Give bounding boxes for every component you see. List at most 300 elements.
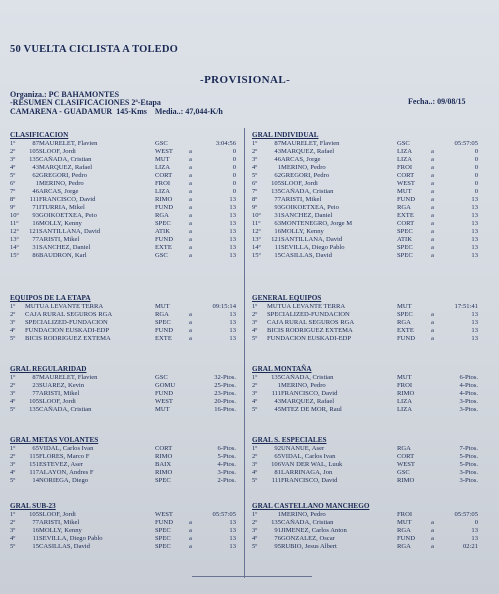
time-gap: 13 [229,204,236,211]
rider-name: MARQUEZ, Rafael [39,164,93,171]
table-row [10,335,236,343]
time-gap: 13 [471,228,478,235]
time-gap: 0 [474,188,478,195]
time-gap: 13 [229,196,236,203]
a-marker [189,511,199,519]
bib-number: 45 [274,406,281,413]
rider-name: MAURELET, Flavien [281,140,340,147]
time-gap: 02:21 [462,543,478,550]
organizer: Organiza.: PC BAHAMONTES [10,90,120,99]
time-gap: 13 [229,319,236,326]
bib-number: 135 [271,519,281,526]
bib-number: 115 [29,453,39,460]
points: 6-Ptos. [217,445,236,452]
bib-number: 1 [277,382,281,389]
a-marker: a [189,172,192,179]
a-marker: a [431,236,434,243]
table-row [252,212,478,220]
team-code: GSC [397,140,410,147]
table-row [252,461,478,469]
table-row [10,252,236,260]
position: 3º [252,156,258,163]
section-title: GRAL CASTELLANO MANCHEGO [252,502,370,510]
bib-number: 87 [32,140,39,147]
a-marker: a [189,180,192,187]
rider-name: GOIKOETXEA, Peio [281,204,339,211]
table-row [10,374,236,382]
table-row [252,311,478,319]
points: 4-Ptos. [217,461,236,468]
position: 2º [10,453,16,460]
rider-name: ESTEVEZ, Aser [39,461,83,468]
time-gap: 13 [471,527,478,534]
rider-name: RUBIO, Jesus Albert [281,543,337,550]
team-name: BICIS RODRIGUEZ EXTEMA [267,327,353,334]
table-row [10,519,236,527]
bib-number: 77 [274,196,281,203]
bib-number: 95 [274,543,281,550]
bib-number: 111 [29,196,39,203]
team-code: FUND [155,327,173,334]
position: 4º [10,327,16,334]
section-sub23 [10,502,236,551]
table-row [10,196,236,204]
a-marker: a [431,156,434,163]
position: 1º [10,140,16,147]
table-row [10,461,236,469]
bib-number: 105 [29,398,39,405]
a-marker: a [189,335,192,342]
table-row [252,228,478,236]
section-castellano-manchego [252,502,478,551]
points: 6-Ptos. [459,374,478,381]
team-code: FUND [155,519,173,526]
table-row [10,445,236,453]
position: 2º [252,148,258,155]
results-table [10,511,236,551]
table-row [10,236,236,244]
position: 8º [252,196,258,203]
time-gap: 05:57:05 [454,511,478,518]
table-row [252,382,478,390]
rider-name: MAURELET, Flavien [39,140,98,147]
time-gap: 13 [229,311,236,318]
a-marker: a [431,212,434,219]
rider-name: MOLLY, Kenny [281,228,324,235]
section-montana [252,365,478,414]
time-gap: 09:15:14 [212,303,236,310]
table-row [10,180,236,188]
position: 2º [10,382,16,389]
points: 3-Ptos. [217,469,236,476]
team-code: RGA [155,212,169,219]
position: 4º [10,469,16,476]
provisional-label: -PROVISIONAL- [200,74,291,86]
team-code: RIMO [397,477,415,484]
bib-number: 106 [271,461,281,468]
position: 12º [10,228,19,235]
position: 3º [10,390,16,397]
a-marker [189,303,199,311]
a-marker: a [189,164,192,171]
table-row [10,172,236,180]
section-title: CLASIFICACION [10,131,69,139]
time-gap: 13 [471,244,478,251]
team-code: SPEC [155,527,171,534]
table-row [252,453,478,461]
time-gap: 13 [229,252,236,259]
table-row [10,244,236,252]
position: 9º [252,204,258,211]
a-marker: a [431,148,434,155]
rider-name: LARRINAGA, Jon [281,469,333,476]
bib-number: 111 [271,390,281,397]
team-code: FUND [397,335,415,342]
team-name: BICIS RODRIGUEZ EXTEMA [25,335,111,342]
rider-name: SLOOF, Jordi [281,180,318,187]
table-row [10,469,236,477]
a-marker: a [189,543,192,550]
bib-number: 62 [274,172,281,179]
team-code: ATIK [397,236,413,243]
rider-name: ALAYON, Andres F [39,469,94,476]
time-gap: 13 [229,220,236,227]
position: 4º [10,535,16,542]
table-row [252,188,478,196]
position: 1º [252,374,258,381]
team-code: MUT [397,188,412,195]
rider-name: CASILLAS, David [39,543,90,550]
table-row [252,164,478,172]
team-code: CORT [397,220,415,227]
table-row [252,374,478,382]
table-row [252,148,478,156]
position: 10º [252,212,261,219]
time-gap: 13 [229,527,236,534]
position: 2º [252,519,258,526]
team-code: CORT [397,453,415,460]
points: 3-Ptos. [459,406,478,413]
bib-number: 65 [32,445,39,452]
rider-name: CAÑADA, Cristian [39,406,92,413]
position: 2º [10,311,16,318]
team-code: RGA [155,311,169,318]
rider-name: SANCHEZ, Daniel [281,212,333,219]
time-gap: 13 [471,327,478,334]
table-row [252,390,478,398]
time-gap: 0 [232,156,236,163]
a-marker: a [189,212,192,219]
table-row [252,319,478,327]
rider-name: ARISTI, Mikel [39,519,80,526]
position: 1º [10,511,16,518]
table-row [10,398,236,406]
bib-number: 31 [274,212,281,219]
position: 2º [252,382,258,389]
position: 9º [10,204,16,211]
table-row [252,335,478,343]
rider-name: MONTENEGRO, Jorge M [281,220,353,227]
table-row [10,156,236,164]
table-row [10,319,236,327]
table-row [252,511,478,519]
rider-name: SLOOF, Jordi [39,511,76,518]
date: Fecha..: 09/08/15 [408,97,466,106]
points: 32-Ptos. [214,374,236,381]
team-code: MUT [155,303,170,310]
bib-number: 43 [274,148,281,155]
position: 7º [10,188,16,195]
table-row [252,543,478,551]
position: 6º [252,180,258,187]
time-gap: 13 [471,236,478,243]
race-title: 50 VUELTA CICLISTA A TOLEDO [10,44,179,55]
rider-name: NORIEGA, Diego [39,477,89,484]
team-code: SPEC [155,319,171,326]
position: 4º [252,535,258,542]
table-row [252,406,478,414]
a-marker: a [189,244,192,251]
position: 4º [252,398,258,405]
points: 5-Ptos. [459,461,478,468]
time-gap: 13 [229,244,236,251]
time-gap: 3:04:56 [215,140,236,147]
position: 3º [10,156,16,163]
time-gap: 13 [471,319,478,326]
table-row [10,327,236,335]
table-row [252,327,478,335]
bib-number: 16 [32,527,39,534]
team-code: FUND [155,390,173,397]
points: 4-Ptos. [459,382,478,389]
team-code: GSC [155,252,168,259]
team-code: SPEC [155,543,171,550]
a-marker: a [189,148,192,155]
team-code: FROI [155,180,171,187]
rider-name: MARQUEZ, Rafael [281,398,335,405]
rider-name: ARCAS, Jorge [281,156,321,163]
team-name: CAJA RURAL SEGUROS RGA [25,311,113,318]
team-code: ATIK [155,228,171,235]
table-row [252,252,478,260]
time-gap: 13 [471,196,478,203]
a-marker: a [431,543,434,550]
section-title: GRAL REGULARIDAD [10,365,87,373]
points: 7-Ptos. [459,445,478,452]
position: 10º [10,212,19,219]
table-row [252,535,478,543]
a-marker: a [431,252,434,259]
bib-number: 87 [274,140,281,147]
bib-number: 46 [274,156,281,163]
rider-name: FRANCISCO, David [281,390,338,397]
bib-number: 93 [32,212,39,219]
time-gap: 13 [229,519,236,526]
team-code: MUT [155,406,170,413]
position: 1º [10,303,16,310]
bib-number: 77 [32,519,39,526]
bib-number: 65 [274,453,281,460]
time-gap: 13 [471,204,478,211]
team-code: RIMO [155,453,173,460]
points: 25-Ptos. [214,382,236,389]
time-gap: 17:51:41 [454,303,478,310]
a-marker: a [189,196,192,203]
bib-number: 1 [35,180,39,187]
rider-name: SANCHEZ, Daniel [39,244,91,251]
a-marker: a [189,527,192,534]
time-gap: 13 [471,212,478,219]
bib-number: 62 [32,172,39,179]
time-gap: 13 [229,535,236,542]
team-code: FROI [397,382,413,389]
team-code: FUND [397,535,415,542]
bib-number: 92 [274,445,281,452]
time-gap: 05:57:05 [212,511,236,518]
team-code: SPEC [155,220,171,227]
bib-number: 43 [32,164,39,171]
position: 3º [10,319,16,326]
position: 14º [10,244,19,251]
position: 11º [252,220,261,227]
bib-number: 111 [271,477,281,484]
position: 4º [252,164,258,171]
points: 23-Ptos. [214,390,236,397]
a-marker: a [431,311,434,318]
time-gap: 13 [471,311,478,318]
team-name: MUTUA LEVANTE TERRA [267,303,346,310]
points: 3-Ptos. [459,469,478,476]
a-marker: a [431,220,434,227]
a-marker: a [431,535,434,542]
bib-number: 135 [29,406,39,413]
bib-number: 81 [274,469,281,476]
rider-name: CAÑADA, Cristian [281,188,334,195]
a-marker: a [431,244,434,251]
bib-number: 151 [29,461,39,468]
rider-name: MTEZ DE MOR, Raul [281,406,342,413]
position: 15º [10,252,19,259]
position: 3º [252,527,258,534]
team-name: MUTUA LEVANTE TERRA [25,303,104,310]
team-code: GOMU [155,382,176,389]
results-table [10,303,236,343]
table-row [10,382,236,390]
bib-number: 117 [29,469,39,476]
results-table [10,445,236,485]
points: 20-Ptos. [214,398,236,405]
bib-number: 43 [274,398,281,405]
a-marker: a [431,335,434,342]
section-title: GRAL MONTAÑA [252,365,312,373]
team-code: EXTE [155,335,172,342]
position: 4º [10,398,16,405]
team-code: RGA [397,445,411,452]
position: 3º [10,461,16,468]
points: 16-Ptos. [214,406,236,413]
position: 11º [10,220,19,227]
team-code: SPEC [397,252,413,259]
position: 5º [10,172,16,179]
rider-name: SANTILLANA, David [39,228,101,235]
table-row [10,212,236,220]
team-name: FUNDACION EUSKADI-EDP [267,335,352,342]
rider-name: GREGORI, Pedro [281,172,329,179]
bib-number: 71 [32,204,39,211]
results-table [252,374,478,414]
position: 2º [252,311,258,318]
team-code: FUND [397,196,415,203]
time-gap: 13 [471,335,478,342]
time-gap: 13 [471,252,478,259]
team-code: LIZA [397,156,413,163]
table-row [252,204,478,212]
table-row [10,406,236,414]
position: 5º [252,543,258,550]
position: 6º [10,180,16,187]
table-row [252,156,478,164]
position: 13º [252,236,261,243]
position: 7º [252,188,258,195]
time-gap: 13 [229,327,236,334]
bib-number: 31 [32,244,39,251]
table-row [10,477,236,485]
rider-name: FRANCISCO, David [39,196,96,203]
section-regularidad [10,365,236,414]
table-row [252,220,478,228]
points: 5-Ptos. [217,453,236,460]
points: 4-Ptos. [459,390,478,397]
table-row [252,244,478,252]
bib-number: 14 [32,477,39,484]
rider-name: SUAREZ, Kevin [39,382,85,389]
table-row [10,390,236,398]
rider-name: ARISTI, Mikel [39,236,80,243]
bib-number: 23 [32,382,39,389]
a-marker: a [431,527,434,534]
rider-name: CAÑADA, Cristian [281,374,334,381]
team-code: SPEC [397,311,413,318]
a-marker: a [189,220,192,227]
rider-name: MOLLY, Kenny [39,220,82,227]
time-gap: 13 [471,220,478,227]
team-code: RIMO [397,390,415,397]
rider-name: BAUDRON, Karl [39,252,87,259]
time-gap: 0 [474,148,478,155]
bib-number: 77 [32,390,39,397]
rider-name: MERINO, Pedro [281,382,326,389]
team-code: RIMO [155,196,173,203]
team-code: GSC [155,140,168,147]
bib-number: 15 [32,543,39,550]
rider-name: SEVILLA, Diego Pablo [39,535,103,542]
table-row [10,140,236,148]
rider-name: GONZALEZ, Oscar [281,535,335,542]
rider-name: CASILLAS, David [281,252,332,259]
results-table [252,445,478,485]
time-gap: 0 [232,172,236,179]
table-row [252,519,478,527]
section-general-equipos [252,294,478,343]
position: 1º [252,303,258,310]
table-row [10,511,236,519]
table-row [252,398,478,406]
team-code: LIZA [155,164,171,171]
table-row [252,477,478,485]
position: 1º [10,374,16,381]
a-marker [431,303,441,311]
points: 5-Ptos. [459,453,478,460]
